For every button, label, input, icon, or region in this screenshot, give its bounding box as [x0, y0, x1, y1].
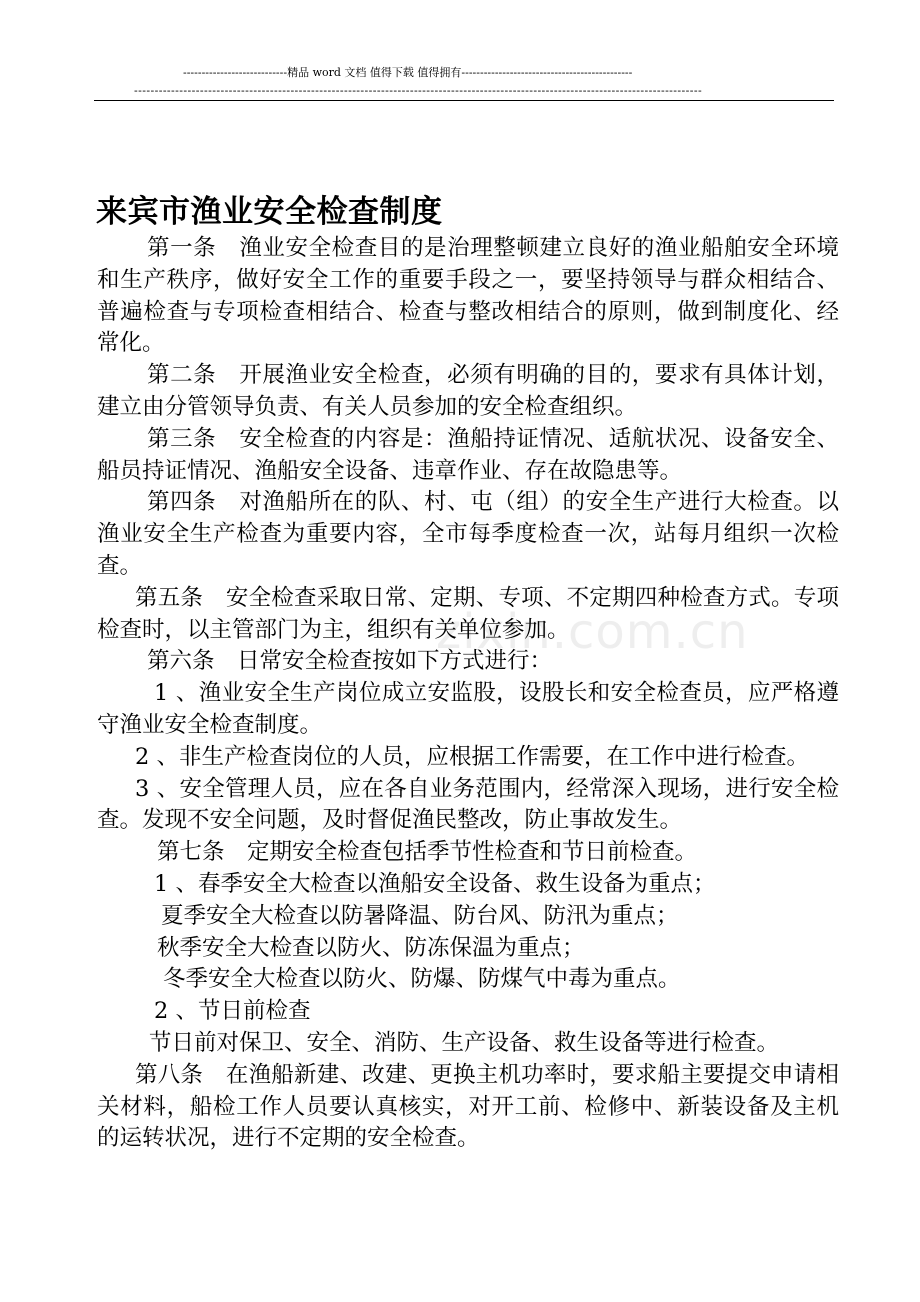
- article-4: 第四条 对渔船所在的队、村、屯（组）的安全生产进行大检查。以渔业安全生产检查为重要内容，全市每季度检查一次，站每月组织一次检查。: [97, 489, 839, 579]
- article-7: 第七条 定期安全检查包括季节性检查和节日前检查。: [157, 839, 698, 866]
- article-2: 第二条 开展渔业安全检查，必须有明确的目的，要求有具体计划，建立由分管领导负责、有关人员参加的安全检查组织。: [97, 362, 839, 420]
- document-body: [97, 233, 839, 1155]
- watermark: zixin.com.cn: [436, 604, 749, 660]
- header-dashes: ------------------------------------------------------------------------------------------------------------------------------------------: [134, 84, 703, 97]
- article-7-holiday-check: 节日前对保卫、安全、消防、生产设备、救生设备等进行检查。: [149, 1029, 780, 1056]
- document-title: 来宾市渔业安全检查制度: [96, 194, 443, 230]
- article-6-item-1: 1 、渔业安全生产岗位成立安监股，设股长和安全检查员，应严格遵守渔业安全检查制度。: [97, 680, 839, 738]
- article-6: 第六条 日常安全检查按如下方式进行：: [147, 648, 553, 675]
- article-6-item-2: 2 、非生产检查岗位的人员，应根据工作需要，在工作中进行检查。: [135, 743, 809, 770]
- article-7-winter: 冬季安全大检查以防火、防爆、防煤气中毒为重点。: [163, 966, 681, 993]
- article-7-autumn: 秋季安全大检查以防火、防冻保温为重点；: [157, 934, 585, 961]
- article-7-summer: 夏季安全大检查以防暑降温、防台风、防汛为重点；: [161, 902, 679, 929]
- article-3: 第三条 安全检查的内容是：渔船持证情况、适航状况、设备安全、船员持证情况、渔船安全设备、违章作业、存在故隐患等。: [97, 425, 839, 484]
- article-7-item-1-spring: 1 、春季安全大检查以渔船安全设备、救生设备为重点；: [154, 870, 716, 897]
- header-rule: [94, 100, 834, 101]
- article-8: 第八条 在渔船新建、改建、更换主机功率时，要求船主要提交申请相关材料，船检工作人员要认真核实，对开工前、检修中、新装设备及主机的运转状况，进行不定期的安全检查。: [97, 1061, 839, 1152]
- article-1: 第一条 渔业安全检查目的是治理整顿建立良好的渔业船舶安全环境和生产秩序，做好安全工作的重要手段之一，要坚持领导与群众相结合、普遍检查与专项检查相结合、检查与整改相结合的原则，做到制度化、经常化。: [97, 235, 839, 357]
- article-5: 第五条 安全检查采取日常、定期、专项、不定期四种检查方式。专项检查时，以主管部门为主，组织有关单位参加。: [97, 584, 839, 643]
- article-6-item-3: 3 、安全管理人员，应在各自业务范围内，经常深入现场，进行安全检查。发现不安全问题，及时督促渔民整改，防止事故发生。: [97, 775, 839, 834]
- header-banner: ----------------------------精品 word 文档 值得下载 值得拥有----------------------------------------------: [183, 66, 633, 79]
- article-7-item-2: 2 、节日前检查: [154, 998, 311, 1025]
